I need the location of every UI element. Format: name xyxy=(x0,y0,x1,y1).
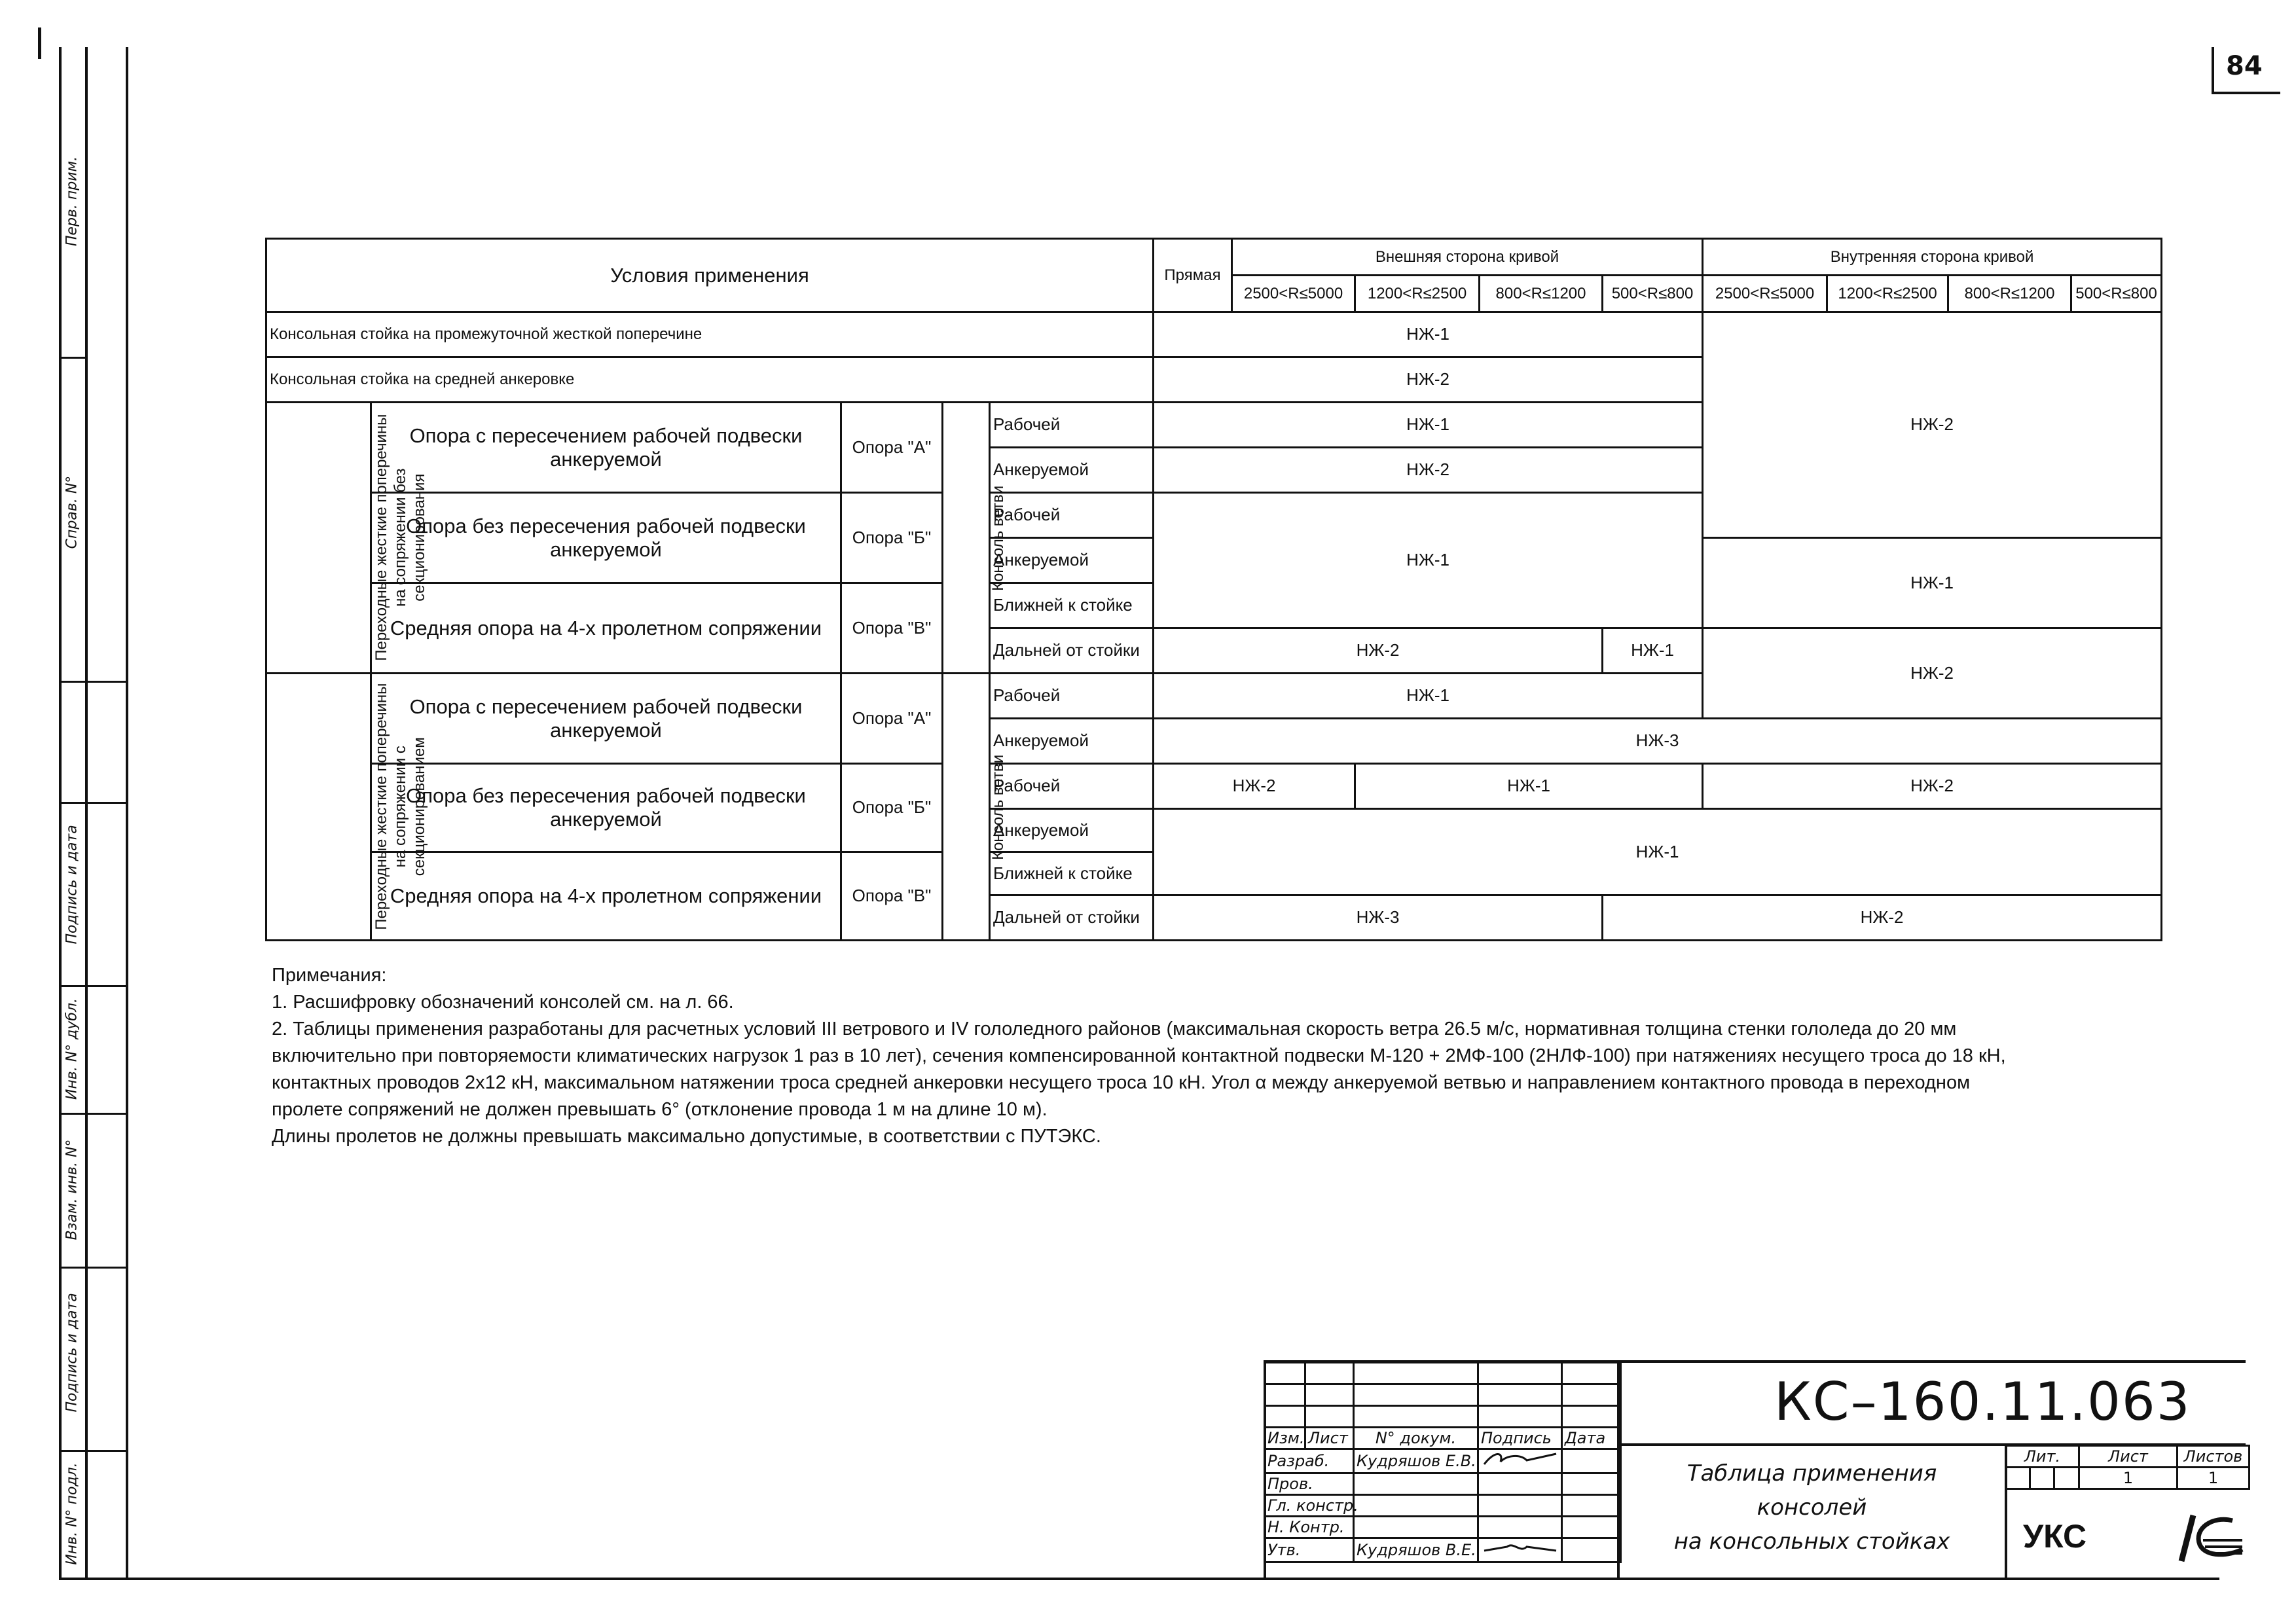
developer-name: Кудряшов Е.В. xyxy=(1354,1449,1478,1473)
header-range: 500<R≤800 xyxy=(1603,276,1703,312)
sheet-info-grid xyxy=(2005,1445,2250,1490)
note-line: включительно при повторяемости климатических нагрузок 1 раз в 10 лет), сечения компенсированной контактной подвески М-120 + 2МФ-100 (2НЛФ-100) при натяжениях несущего троса до 18 кН, xyxy=(272,1045,2006,1066)
group-with-sectioning: Переходные жесткие поперечины на сопряжении с секционированием xyxy=(266,674,371,941)
branch-farther: Дальней от стойки xyxy=(990,895,1154,941)
value-cell: НЖ-1 xyxy=(1355,764,1703,809)
page-number: 84 xyxy=(2226,51,2263,81)
branch-nearer: Ближней к стойке xyxy=(990,583,1154,628)
value-cell: НЖ-1 xyxy=(1154,674,1703,719)
support-v-description: Средняя опора на 4-х пролетном сопряжении xyxy=(371,583,841,674)
row-intermediate-crossbar: Консольная стойка на промежуточной жесткой поперечине xyxy=(266,312,1154,357)
header-range: 800<R≤1200 xyxy=(1948,276,2071,312)
role-norm-control: Н. Контр. xyxy=(1265,1517,1354,1538)
branch-anchored: Анкеруемой xyxy=(990,448,1154,493)
role-checker: Пров. xyxy=(1265,1473,1354,1495)
support-b-description: Опора без пересечения рабочей подвески анкеруемой xyxy=(371,764,841,852)
title-line: Таблица применения xyxy=(1686,1460,1937,1487)
value-cell: НЖ-2 xyxy=(1603,895,2162,941)
col-izm: Изм. xyxy=(1265,1428,1305,1449)
stamp-sprav-no: Справ. N° xyxy=(64,475,81,549)
notes xyxy=(272,962,2170,1150)
header-range: 2500<R≤5000 xyxy=(1703,276,1827,312)
header-range: 500<R≤800 xyxy=(2071,276,2162,312)
support-a-label: Опора "А" xyxy=(841,403,943,493)
label-lit: Лит. xyxy=(2006,1446,2079,1468)
approver-name: Кудряшов В.Е. xyxy=(1354,1538,1478,1562)
value-cell: НЖ-2 xyxy=(1154,357,1703,403)
support-b-label: Опора "Б" xyxy=(841,493,943,583)
header-inner-curve: Внутренняя сторона кривой xyxy=(1703,239,2162,276)
header-range: 800<R≤1200 xyxy=(1480,276,1603,312)
support-v-label: Опора "В" xyxy=(841,852,943,941)
title-line: на консольных стойках xyxy=(1673,1528,1950,1555)
value-cell: НЖ-2 xyxy=(1703,628,2162,719)
branch-farther: Дальней от стойки xyxy=(990,628,1154,674)
value-cell: НЖ-2 xyxy=(1154,764,1355,809)
console-branch-label: Консоль ветви xyxy=(943,674,990,941)
support-v-label: Опора "В" xyxy=(841,583,943,674)
stamp-inv-podl: Инв. N° подл. xyxy=(64,1462,81,1565)
branch-anchored: Анкеруемой xyxy=(990,809,1154,852)
branch-nearer: Ближней к стойке xyxy=(990,852,1154,895)
value-cell: НЖ-1 xyxy=(1154,403,1703,448)
value-cell: НЖ-1 xyxy=(1154,493,1703,628)
header-outer-curve: Внешняя сторона кривой xyxy=(1232,239,1703,276)
sheet-number: 1 xyxy=(2079,1468,2178,1489)
document-title xyxy=(1624,1456,2000,1559)
support-a-label: Опора "А" xyxy=(841,674,943,764)
value-cell: НЖ-1 xyxy=(1703,538,2162,628)
value-cell: НЖ-3 xyxy=(1154,719,2162,764)
value-cell: НЖ-1 xyxy=(1603,628,1703,674)
col-doc-no: N° докум. xyxy=(1354,1428,1478,1449)
role-approved: Утв. xyxy=(1265,1538,1354,1562)
support-v-description: Средняя опора на 4-х пролетном сопряжении xyxy=(371,852,841,941)
branch-working: Рабочей xyxy=(990,403,1154,448)
developer-signature xyxy=(1478,1449,1562,1473)
support-b-label: Опора "Б" xyxy=(841,764,943,852)
header-range: 1200<R≤2500 xyxy=(1355,276,1480,312)
col-signature: Подпись xyxy=(1478,1428,1562,1449)
value-cell: НЖ-2 xyxy=(1703,764,2162,809)
header-conditions: Условия применения xyxy=(266,239,1154,312)
approver-signature xyxy=(1478,1538,1562,1562)
value-cell: НЖ-1 xyxy=(1154,809,2162,895)
document-code: КС–160.11.063 xyxy=(1774,1371,2191,1432)
stamp-inv-dubl: Инв. N° дубл. xyxy=(64,998,81,1100)
title-block-grid xyxy=(1264,1362,1622,1563)
branch-anchored: Анкеруемой xyxy=(990,538,1154,583)
col-list: Лист xyxy=(1305,1428,1354,1449)
value-cell: НЖ-3 xyxy=(1154,895,1603,941)
support-a-description: Опора с пересечением рабочей подвески анкеруемой xyxy=(371,403,841,493)
support-a-description: Опора с пересечением рабочей подвески анкеруемой xyxy=(371,674,841,764)
header-range: 2500<R≤5000 xyxy=(1232,276,1355,312)
stamp-vzam-inv: Взам. инв. N° xyxy=(64,1139,81,1240)
note-line: Длины пролетов не должны превышать максимально допустимые, в соответствии с ПУТЭКС. xyxy=(272,1126,1101,1147)
support-b-description: Опора без пересечения рабочей подвески анкеруемой xyxy=(371,493,841,583)
console-branch-label: Консоль ветви xyxy=(943,403,990,674)
note-line: 2. Таблицы применения разработаны для расчетных условий III ветрового и IV гололедного районов (максимальная скорость ветра 26.5 м/с, нормативная толщина стенки гололеда до 20 мм xyxy=(272,1019,1957,1039)
value-cell: НЖ-2 xyxy=(1703,312,2162,538)
stamp-sign-date-1: Подпись и дата xyxy=(64,825,81,945)
value-cell: НЖ-2 xyxy=(1154,628,1603,674)
organization-name: УКС xyxy=(2023,1518,2087,1555)
console-application-table xyxy=(265,238,2162,941)
role-chief-designer: Гл. констр. xyxy=(1265,1495,1354,1517)
label-sheet: Лист xyxy=(2079,1446,2178,1468)
stamp-sign-date-2: Подпись и дата xyxy=(64,1293,81,1413)
label-sheets: Листов xyxy=(2178,1446,2250,1468)
organization-logo xyxy=(2174,1509,2246,1571)
row-middle-anchoring: Консольная стойка на средней анкеровке xyxy=(266,357,1154,403)
note-line: пролете сопряжений не должен превышать 6° (отклонение провода 1 м на длине 10 м). xyxy=(272,1099,1048,1120)
notes-title: Примечания: xyxy=(272,965,387,986)
branch-anchored: Анкеруемой xyxy=(990,719,1154,764)
group-without-sectioning: Переходные жесткие поперечины на сопряжении без секционирования xyxy=(266,403,371,674)
value-cell: НЖ-2 xyxy=(1154,448,1703,493)
branch-working: Рабочей xyxy=(990,674,1154,719)
note-line: контактных проводов 2х12 кН, максимальном натяжении троса средней анкеровки несущего троса 10 кН. Угол α между анкеруемой ветвью и направлением контактного провода в переходном xyxy=(272,1072,1971,1093)
header-straight: Прямая xyxy=(1154,239,1232,312)
branch-working: Рабочей xyxy=(990,764,1154,809)
title-line: консолей xyxy=(1757,1494,1867,1521)
sheets-total: 1 xyxy=(2178,1468,2250,1489)
stamp-perv-prim: Перв. прим. xyxy=(64,156,81,247)
col-date: Дата xyxy=(1562,1428,1621,1449)
header-range: 1200<R≤2500 xyxy=(1827,276,1948,312)
note-line: 1. Расшифровку обозначений консолей см. на л. 66. xyxy=(272,992,734,1013)
branch-working: Рабочей xyxy=(990,493,1154,538)
role-developer: Разраб. xyxy=(1265,1449,1354,1473)
value-cell: НЖ-1 xyxy=(1154,312,1703,357)
